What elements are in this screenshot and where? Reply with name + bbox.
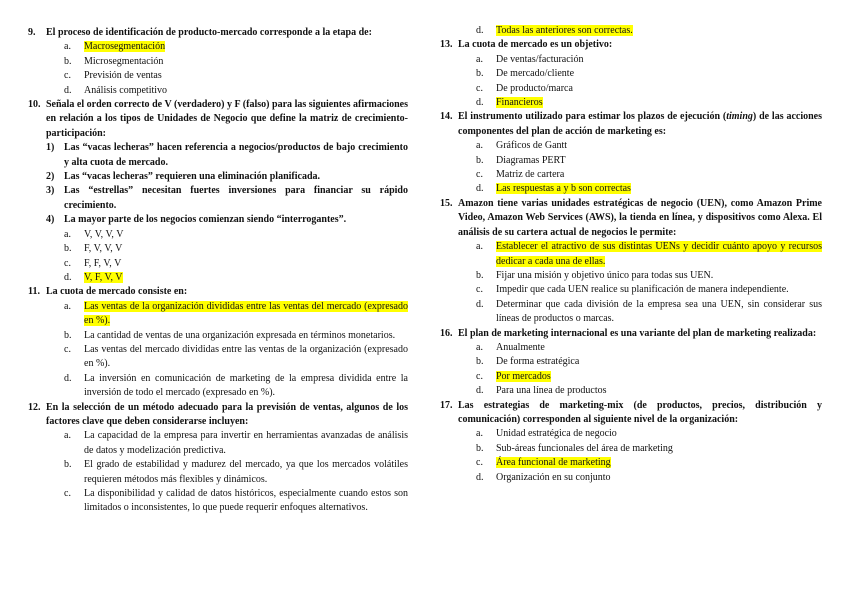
option-letter: b. bbox=[476, 442, 484, 454]
option-text: Microsegmentación bbox=[84, 55, 164, 67]
option-text: Sub-áreas funcionales del área de marketing bbox=[496, 442, 673, 454]
option-text: Análisis competitivo bbox=[84, 84, 168, 96]
statement-3 bbox=[28, 184, 408, 213]
question-number: 17. bbox=[440, 399, 453, 411]
question-11 bbox=[28, 285, 408, 299]
option-15b bbox=[440, 269, 822, 283]
option-text-correct: Macrosegmentación bbox=[84, 41, 166, 53]
question-number: 15. bbox=[440, 197, 453, 209]
option-17a bbox=[440, 427, 822, 441]
option-text-correct: Las respuestas a y b son correctas bbox=[496, 183, 631, 195]
question-text-part: El instrumento utilizado para estimar los plazos de ejecución ( bbox=[458, 111, 727, 123]
left-column bbox=[28, 26, 408, 516]
option-10d bbox=[28, 271, 408, 285]
option-letter: a. bbox=[64, 300, 71, 312]
option-17d bbox=[440, 471, 822, 485]
option-letter: c. bbox=[476, 82, 483, 94]
option-letter: d. bbox=[476, 298, 484, 310]
question-text: En la selección de un método adecuado para la previsión de ventas, algunos de los factores clave que deben considerarse incluyen: bbox=[46, 401, 408, 427]
option-text: Impedir que cada UEN realice su planificación de manera independiente. bbox=[496, 284, 789, 296]
option-letter: d. bbox=[476, 183, 484, 195]
option-letter: d. bbox=[64, 84, 72, 96]
option-letter: b. bbox=[476, 154, 484, 166]
question-9 bbox=[28, 26, 408, 40]
option-15c bbox=[440, 283, 822, 297]
option-text: La capacidad de la empresa para invertir en herramientas avanzadas de análisis de datos y modelización predictiva. bbox=[84, 430, 408, 456]
question-number: 13. bbox=[440, 39, 453, 51]
question-text: El proceso de identificación de producto-mercado corresponde a la etapa de: bbox=[46, 27, 372, 38]
question-text: La cuota de mercado es un objetivo: bbox=[458, 39, 613, 51]
question-number: 10. bbox=[28, 99, 41, 111]
option-14d bbox=[440, 182, 822, 196]
option-letter: d. bbox=[64, 271, 72, 283]
question-12 bbox=[28, 401, 408, 430]
option-letter: d. bbox=[476, 97, 484, 109]
option-letter: b. bbox=[476, 68, 484, 80]
statement-number: 2) bbox=[46, 171, 55, 183]
question-14 bbox=[440, 110, 822, 139]
option-text-correct: Financieros bbox=[496, 97, 543, 109]
option-9c bbox=[28, 69, 408, 83]
question-text: Señala el orden correcto de V (verdadero) y F (falso) para las siguientes afirmaciones en relación a los tipos de Unidades de Negocio que define la matriz de crecimiento-participación: bbox=[46, 99, 408, 139]
question-13 bbox=[440, 38, 822, 52]
option-13a bbox=[440, 53, 822, 67]
option-letter: c. bbox=[64, 257, 71, 269]
option-15a bbox=[440, 240, 822, 269]
question-text: La cuota de mercado consiste en: bbox=[46, 286, 188, 298]
option-letter: b. bbox=[64, 329, 72, 341]
option-11b bbox=[28, 329, 408, 343]
option-17b bbox=[440, 442, 822, 456]
option-text: La inversión en comunicación de marketing de la empresa dividida entre la inversión de todo el mercado (expresado en %). bbox=[84, 372, 408, 399]
option-letter: c. bbox=[64, 488, 71, 499]
question-text: Las estrategias de marketing-mix (de productos, precios, distribución y comunicación) corresponden al siguiente nivel de la organización: bbox=[458, 399, 822, 425]
question-text-part: ) de las acciones componentes del plan de acción de marketing es: bbox=[458, 111, 823, 137]
option-16d bbox=[440, 384, 822, 398]
option-9b bbox=[28, 55, 408, 69]
option-text: F, V, V, V bbox=[84, 243, 123, 255]
option-letter: a. bbox=[476, 428, 483, 440]
question-number: 9. bbox=[28, 27, 36, 38]
option-text-correct: Área funcional de marketing bbox=[496, 457, 611, 469]
option-text: Las ventas del mercado divididas entre las ventas de la organización (expresado en %). bbox=[84, 343, 408, 370]
statement-number: 4) bbox=[46, 214, 55, 226]
option-12d bbox=[440, 24, 822, 38]
option-text: Para una línea de productos bbox=[496, 385, 607, 397]
option-text: La cantidad de ventas de una organización expresada en términos monetarios. bbox=[84, 329, 396, 341]
option-11c bbox=[28, 343, 408, 372]
statement-2 bbox=[28, 170, 408, 184]
question-text bbox=[458, 111, 822, 136]
question-number: 14. bbox=[440, 111, 453, 123]
option-12b bbox=[28, 458, 408, 487]
option-15d bbox=[440, 298, 822, 327]
question-number: 12. bbox=[28, 401, 41, 413]
question-text: El plan de marketing internacional es una variante del plan de marketing realizada: bbox=[458, 327, 817, 339]
question-number: 16. bbox=[440, 327, 453, 339]
option-12a bbox=[28, 429, 408, 458]
option-text: Fijar una misión y objetivo único para todas sus UEN. bbox=[496, 269, 714, 281]
statement-text: La mayor parte de los negocios comienzan siendo “interrogantes”. bbox=[64, 214, 347, 226]
option-text: V, V, V, V bbox=[84, 228, 124, 240]
statement-number: 3) bbox=[46, 185, 55, 197]
option-text: El grado de estabilidad y madurez del mercado, ya que los mercados volátiles requieren métodos más flexibles y dinámicos. bbox=[84, 459, 408, 485]
question-text: Amazon tiene varias unidades estratégicas de negocio (UEN), como Amazon Prime Video, Amazon Web Services (AWS), la tienda en línea, y dispositivos como Alexa. El análisis de su cartera actual de negocios le permite: bbox=[458, 197, 822, 238]
option-14b bbox=[440, 154, 822, 168]
statement-text: Las “estrellas” necesitan fuertes inversiones para financiar su rápido crecimiento. bbox=[64, 185, 408, 211]
option-text: Determinar que cada división de la empresa sea una UEN, sin considerar sus líneas de productos o marcas. bbox=[496, 298, 822, 325]
option-text: De producto/marca bbox=[496, 82, 573, 94]
statement-1 bbox=[28, 141, 408, 170]
option-16a bbox=[440, 341, 822, 355]
option-text: Matriz de cartera bbox=[496, 169, 565, 181]
option-16b bbox=[440, 355, 822, 369]
option-17c bbox=[440, 456, 822, 470]
option-13c bbox=[440, 82, 822, 96]
option-letter: c. bbox=[476, 457, 483, 469]
question-text-italic: timing bbox=[726, 111, 753, 123]
option-letter: a. bbox=[476, 241, 483, 253]
option-letter: c. bbox=[64, 343, 71, 355]
option-letter: d. bbox=[476, 471, 484, 483]
option-text: F, F, V, V bbox=[84, 257, 122, 269]
option-letter: d. bbox=[476, 25, 484, 36]
statement-number: 1) bbox=[46, 142, 55, 154]
option-letter: c. bbox=[476, 284, 483, 296]
option-letter: b. bbox=[64, 243, 72, 255]
option-11a bbox=[28, 300, 408, 329]
option-16c bbox=[440, 370, 822, 384]
option-text-correct: Todas las anteriores son correctas. bbox=[496, 25, 633, 36]
option-13b bbox=[440, 67, 822, 81]
option-text: Previsión de ventas bbox=[84, 70, 162, 82]
option-text: Diagramas PERT bbox=[496, 154, 566, 166]
option-text: Gráficos de Gantt bbox=[496, 140, 568, 152]
option-text: De mercado/cliente bbox=[496, 68, 575, 80]
right-column bbox=[440, 24, 822, 485]
option-text-correct: Establecer el atractivo de sus distintas UENs y decidir cuánto apoyo y recursos dedicar a cada una de ellas. bbox=[496, 241, 822, 267]
option-letter: b. bbox=[476, 269, 484, 281]
option-letter: a. bbox=[64, 430, 71, 442]
option-letter: a. bbox=[476, 140, 483, 152]
option-letter: d. bbox=[476, 385, 484, 397]
statement-4 bbox=[28, 213, 408, 227]
option-text: Organización en su conjunto bbox=[496, 471, 611, 483]
option-text: La disponibilidad y calidad de datos históricos, especialmente cuando estos son limitados o inconsistentes, lo que puede requerir enfoques alternativos. bbox=[84, 488, 408, 514]
question-15 bbox=[440, 197, 822, 240]
option-text-correct: Por mercados bbox=[496, 370, 551, 382]
question-16 bbox=[440, 327, 822, 341]
option-10b bbox=[28, 242, 408, 256]
question-10 bbox=[28, 98, 408, 141]
option-letter: a. bbox=[64, 41, 71, 53]
option-11d bbox=[28, 372, 408, 401]
option-letter: a. bbox=[64, 228, 71, 240]
question-number: 11. bbox=[28, 286, 40, 298]
option-10c bbox=[28, 257, 408, 271]
option-14c bbox=[440, 168, 822, 182]
option-9d bbox=[28, 84, 408, 98]
option-letter: c. bbox=[476, 169, 483, 181]
option-text: Unidad estratégica de negocio bbox=[496, 428, 617, 440]
option-letter: a. bbox=[476, 53, 483, 65]
option-text-correct: Las ventas de la organización divididas entre las ventas del mercado (expresado en %). bbox=[84, 300, 408, 327]
option-text: De forma estratégica bbox=[496, 356, 580, 368]
option-12c bbox=[28, 487, 408, 516]
option-text-correct: V, F, V, V bbox=[84, 271, 123, 283]
option-letter: b. bbox=[64, 459, 72, 471]
option-letter: d. bbox=[64, 372, 72, 384]
option-9a bbox=[28, 40, 408, 54]
statement-text: Las “vacas lecheras” requieren una eliminación planificada. bbox=[64, 171, 321, 183]
option-letter: a. bbox=[476, 341, 483, 353]
statement-text: Las “vacas lecheras” hacen referencia a negocios/productos de bajo crecimiento y alta cuota de mercado. bbox=[64, 142, 408, 168]
option-13d bbox=[440, 96, 822, 110]
option-letter: c. bbox=[64, 70, 71, 82]
question-17 bbox=[440, 399, 822, 428]
option-text: De ventas/facturación bbox=[496, 53, 584, 65]
option-letter: b. bbox=[64, 55, 72, 67]
option-10a bbox=[28, 228, 408, 242]
option-14a bbox=[440, 139, 822, 153]
option-text: Anualmente bbox=[496, 341, 545, 353]
option-letter: b. bbox=[476, 356, 484, 368]
option-letter: c. bbox=[476, 370, 483, 382]
